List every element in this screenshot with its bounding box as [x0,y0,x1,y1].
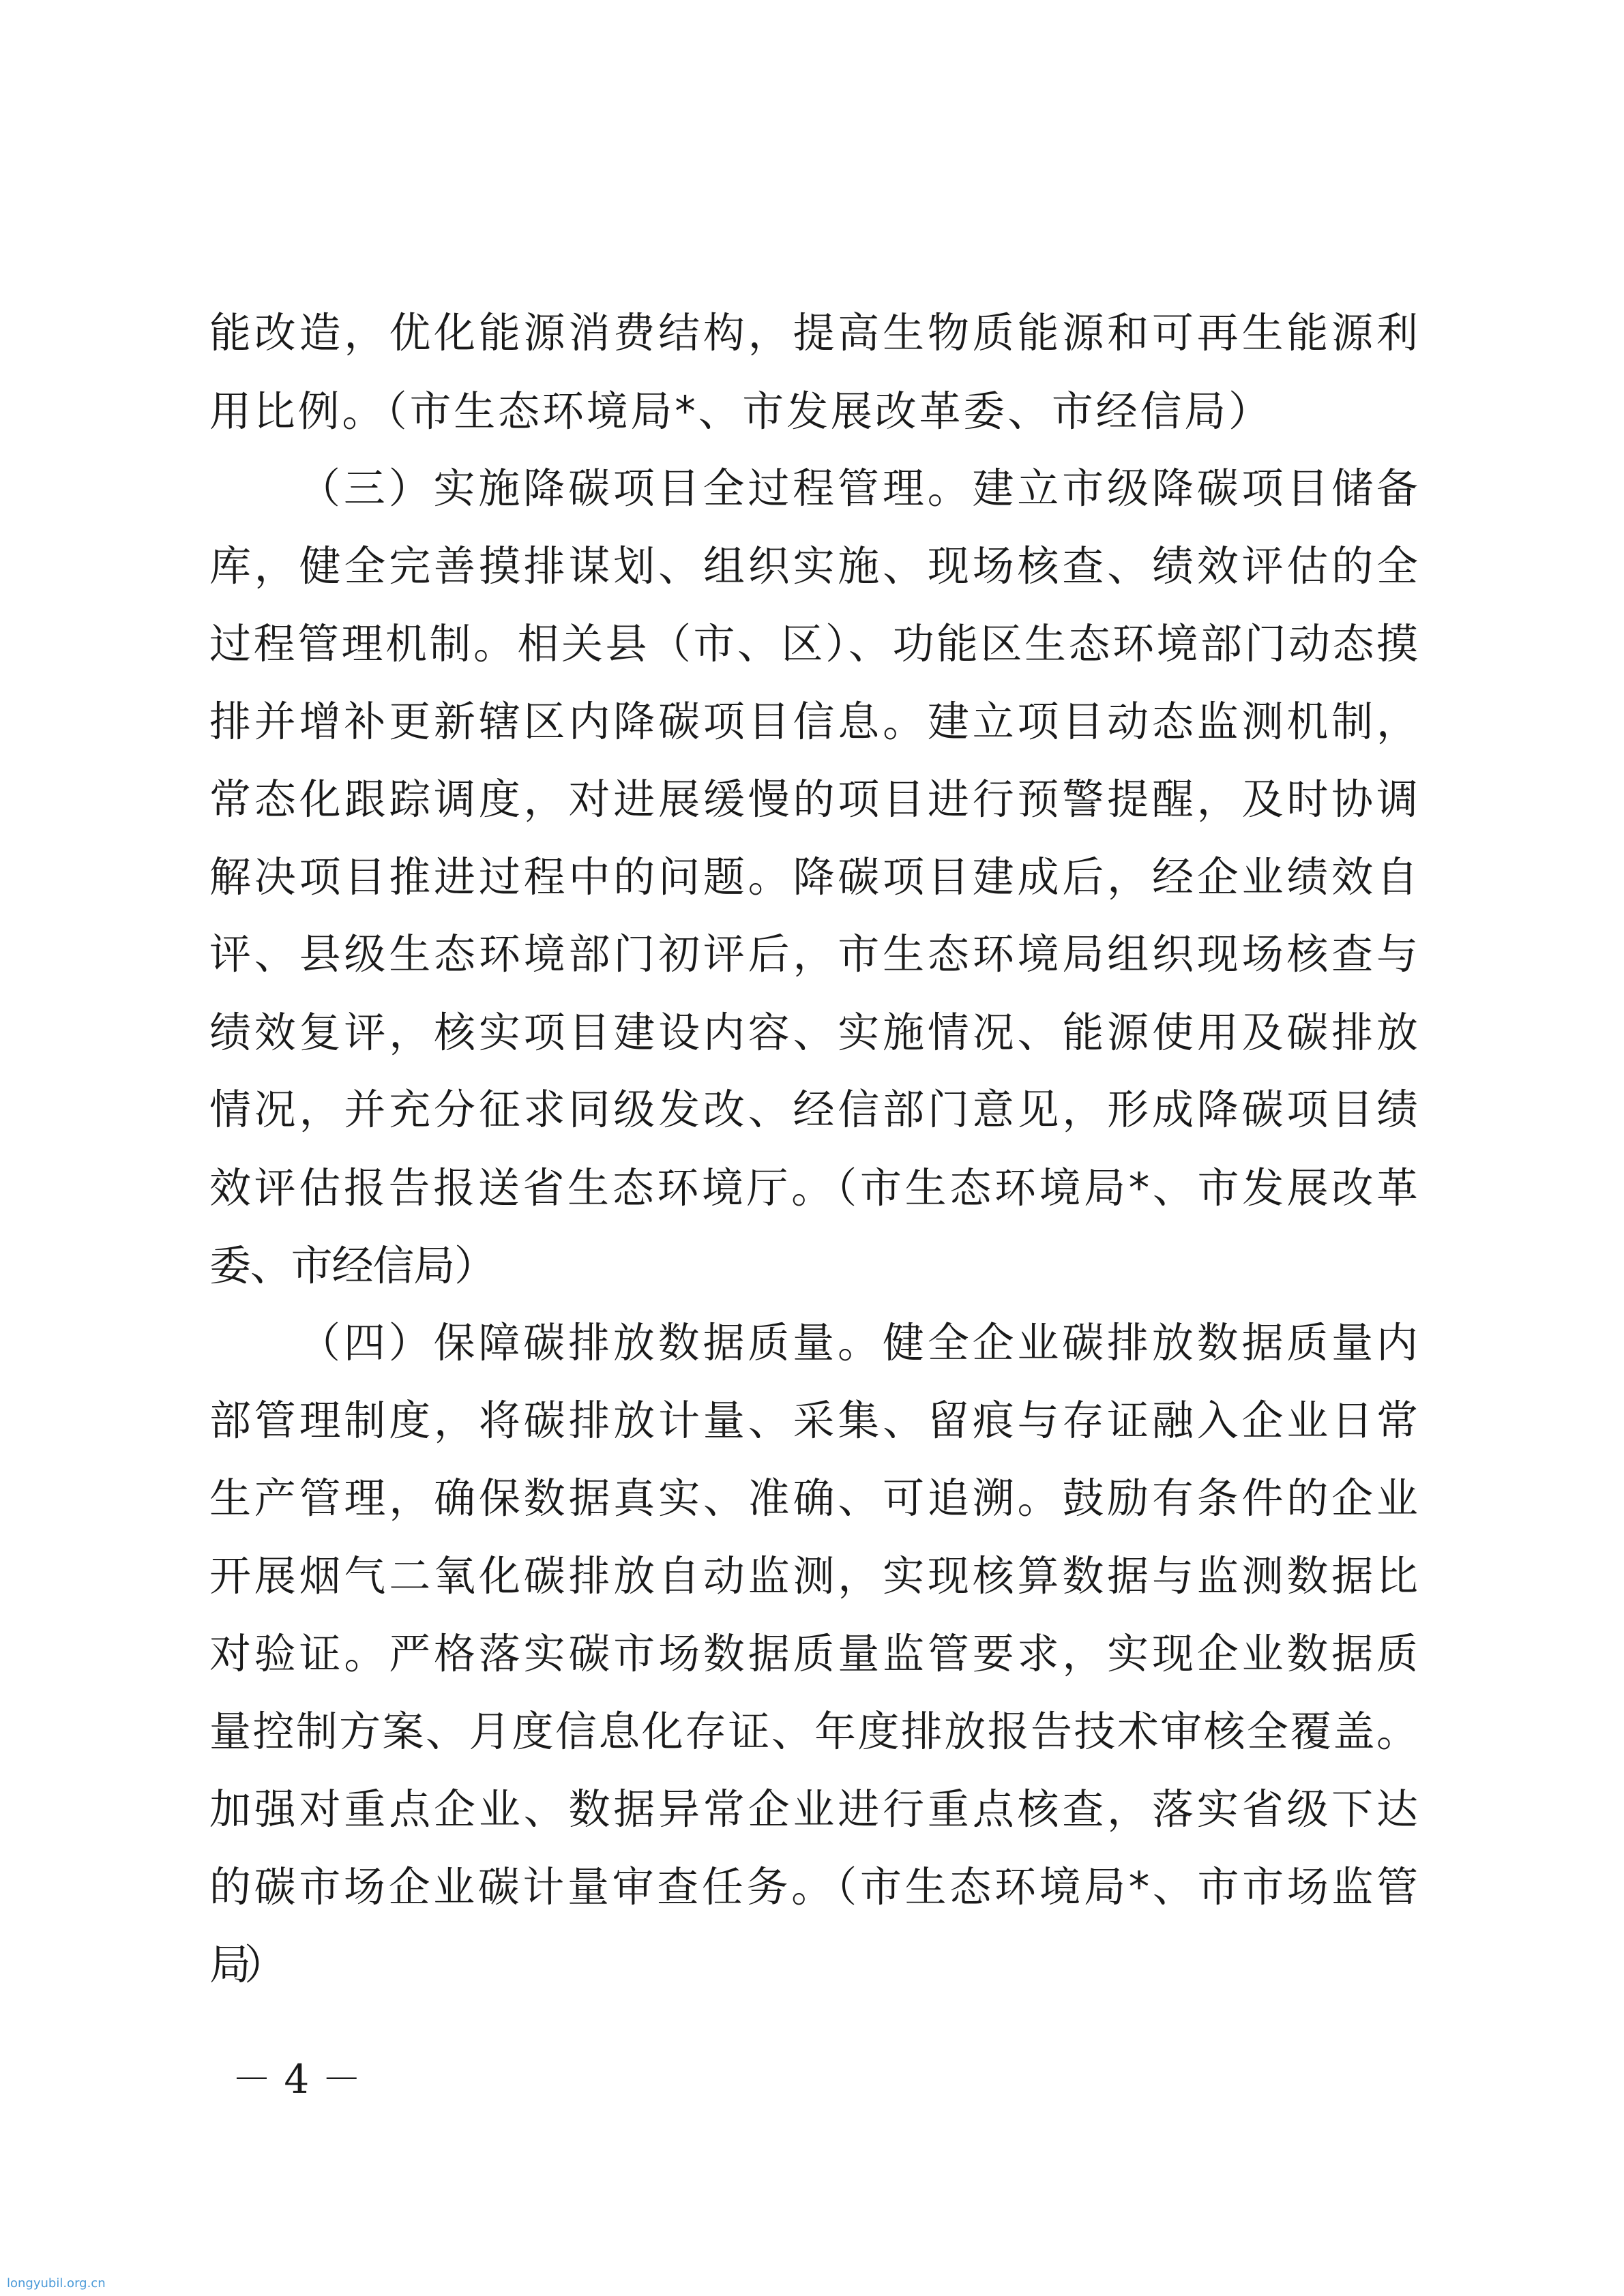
text-line: 开展烟气二氧化碳排放自动监测，实现核算数据与监测数据比 [209,1552,1421,1600]
text-line: 加强对重点企业、数据异常企业进行重点核查，落实省级下达 [209,1785,1421,1834]
text-line: （四）保障碳排放数据质量。健全企业碳排放数据质量内 [299,1319,1421,1367]
text-line: 过程管理机制。相关县（市、区）、功能区生态环境部门动态摸 [209,620,1421,668]
text-line: 解决项目推进过程中的问题。降碳项目建成后，经企业绩效自 [209,853,1421,901]
text-line: 效评估报告报送省生态环境厅。（市生态环境局*、市发展改革 [209,1164,1421,1212]
text-line: 排并增补更新辖区内降碳项目信息。建立项目动态监测机制， [209,698,1421,746]
text-line: （三）实施降碳项目全过程管理。建立市级降碳项目储备 [299,464,1421,513]
text-line: 情况，并充分征求同级发改、经信部门意见，形成降碳项目绩 [209,1086,1421,1134]
text-line: 能改造，优化能源消费结构，提高生物质能源和可再生能源利 [209,309,1421,357]
watermark-text: longyubil.org.cn [7,2276,106,2291]
text-line: 量控制方案、月度信息化存证、年度排放报告技术审核全覆盖。 [209,1708,1420,1756]
text-line: 用比例。（市生态环境局*、市发展改革委、市经信局） [209,387,1273,436]
text-line: 局） [209,1941,280,1989]
text-line: 常态化跟踪调度，对进展缓慢的项目进行预警提醒，及时协调 [209,775,1421,824]
text-line: 对验证。严格落实碳市场数据质量监管要求，实现企业数据质 [209,1630,1421,1678]
text-line: 的碳市场企业碳计量审查任务。（市生态环境局*、市市场监管 [209,1863,1421,1911]
text-line: 委、市经信局） [209,1242,495,1290]
text-line: 部管理制度，将碳排放计量、采集、留痕与存证融入企业日常 [209,1397,1421,1445]
text-line: 绩效复评，核实项目建设内容、实施情况、能源使用及碳排放 [209,1009,1421,1057]
text-line: 生产管理，确保数据真实、准确、可追溯。鼓励有条件的企业 [209,1474,1421,1523]
text-line: 评、县级生态环境部门初评后，市生态环境局组织现场核查与 [209,930,1421,979]
text-line: 库，健全完善摸排谋划、组织实施、现场核查、绩效评估的全 [209,542,1421,591]
page-number: － 4 － [232,2056,361,2102]
